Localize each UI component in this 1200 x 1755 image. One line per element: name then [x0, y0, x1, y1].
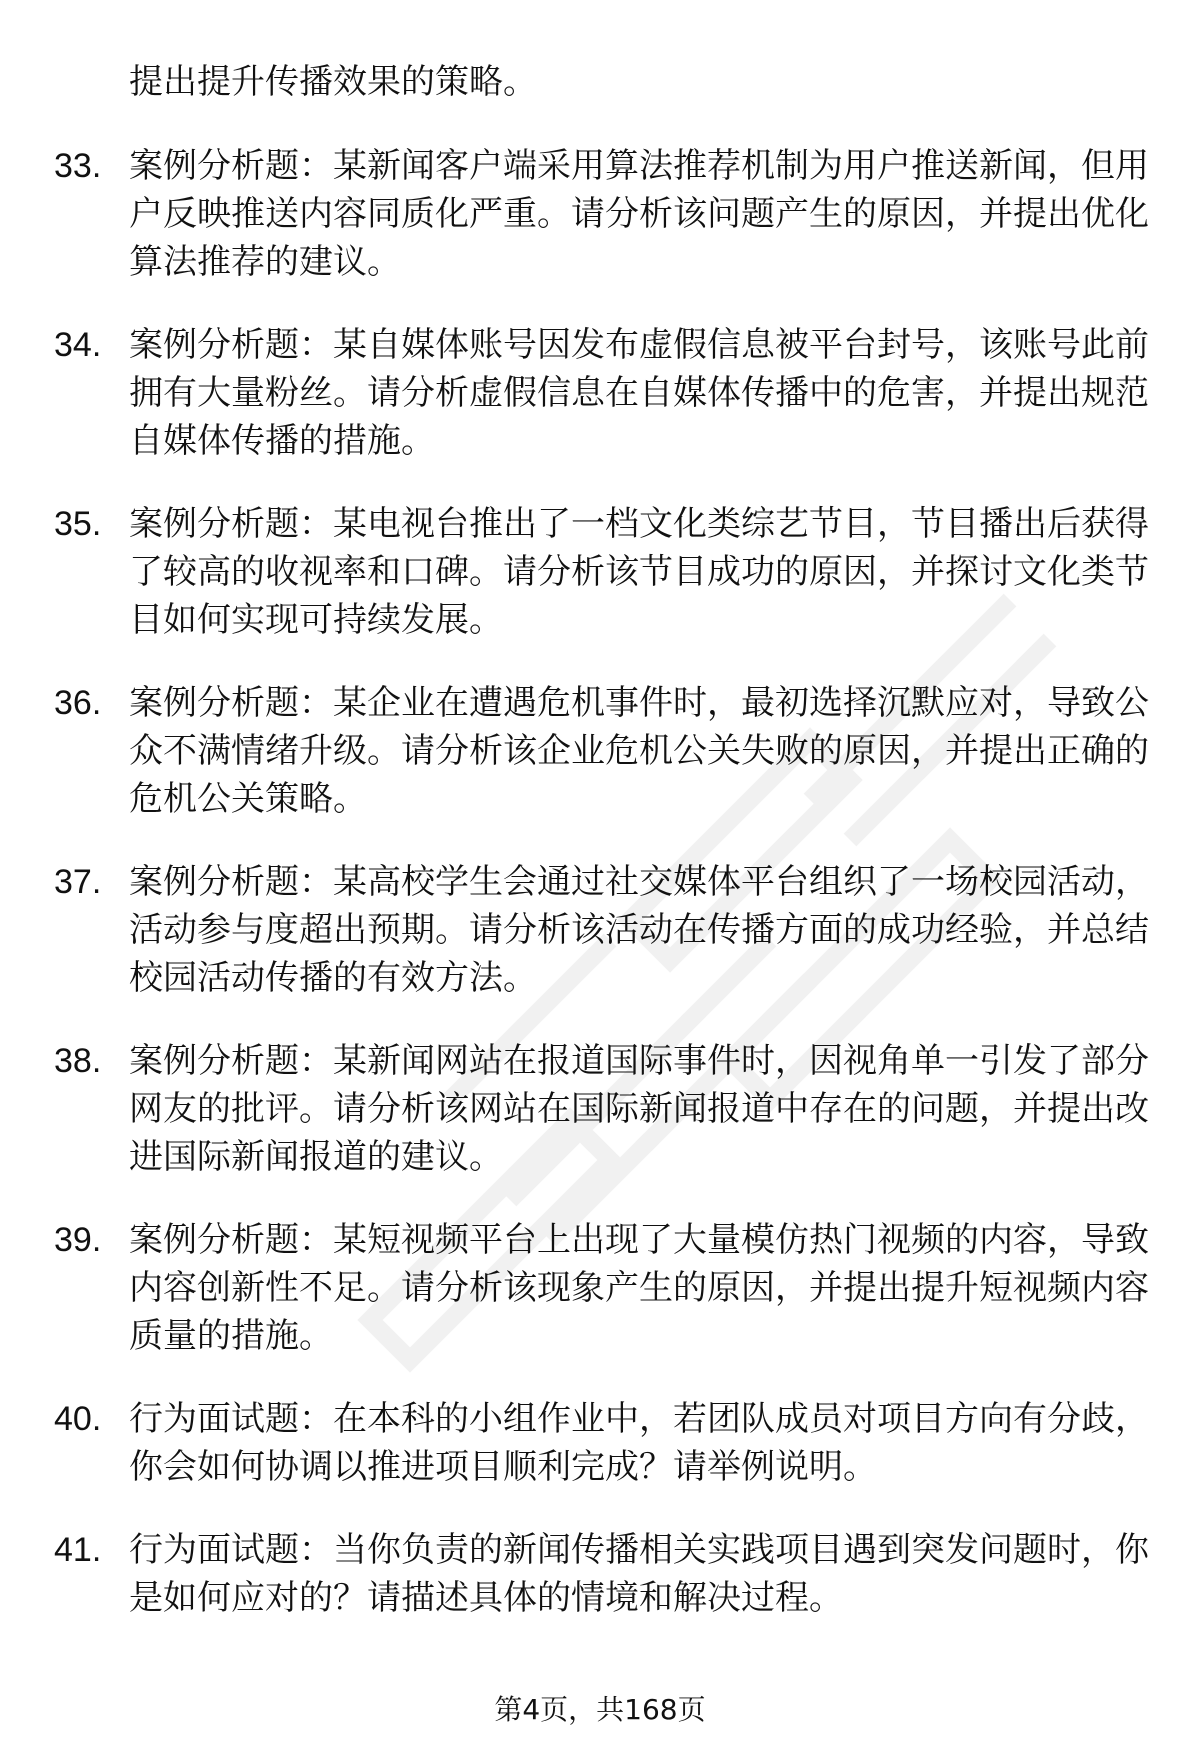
question-text: 行为面试题：当你负责的新闻传播相关实践项目遇到突发问题时，你是如何应对的？请描述具体的情境和解决过程。: [129, 1530, 1149, 1618]
question-text: 案例分析题：某电视台推出了一档文化类综艺节目，节目播出后获得了较高的收视率和口碑。请分析该节目成功的原因，并探讨文化类节目如何实现可持续发展。: [129, 504, 1149, 640]
question-text: 案例分析题：某新闻网站在报道国际事件时，因视角单一引发了部分网友的批评。请分析该网站在国际新闻报道中存在的问题，并提出改进国际新闻报道的建议。: [129, 1041, 1149, 1177]
question-number: 41.: [54, 1531, 102, 1569]
page-content: [54, 58, 1154, 1657]
question-text: 案例分析题：某新闻客户端采用算法推荐机制为用户推送新闻，但用户反映推送内容同质化严重。请分析该问题产生的原因，并提出优化算法推荐的建议。: [129, 146, 1149, 282]
list-item: [54, 858, 1154, 1002]
continuation-text: 提出提升传播效果的策略。: [129, 62, 537, 102]
question-number: 35.: [54, 505, 102, 543]
question-number: 37.: [54, 863, 102, 901]
question-number: 34.: [54, 326, 102, 364]
question-list: [54, 142, 1154, 1622]
question-text: 行为面试题：在本科的小组作业中，若团队成员对项目方向有分歧，你会如何协调以推进项目顺利完成？请举例说明。: [129, 1399, 1149, 1487]
list-item: [54, 1395, 1154, 1491]
question-number: 39.: [54, 1221, 102, 1259]
question-text: 案例分析题：某自媒体账号因发布虚假信息被平台封号，该账号此前拥有大量粉丝。请分析虚假信息在自媒体传播中的危害，并提出规范自媒体传播的措施。: [129, 325, 1149, 461]
question-number: 36.: [54, 684, 102, 722]
list-item: [54, 142, 1154, 286]
question-number: 40.: [54, 1400, 102, 1438]
question-text: 案例分析题：某企业在遭遇危机事件时，最初选择沉默应对，导致公众不满情绪升级。请分析该企业危机公关失败的原因，并提出正确的危机公关策略。: [129, 683, 1149, 819]
question-number: 38.: [54, 1042, 102, 1080]
question-number: 33.: [54, 147, 102, 185]
list-item: [54, 1216, 1154, 1360]
list-item: [54, 321, 1154, 465]
list-item: [54, 1526, 1154, 1622]
list-item: [54, 500, 1154, 644]
page-footer: 第4页，共168页: [494, 1693, 706, 1726]
list-item: [54, 1037, 1154, 1181]
list-item: [54, 679, 1154, 823]
question-text: 案例分析题：某高校学生会通过社交媒体平台组织了一场校园活动，活动参与度超出预期。请分析该活动在传播方面的成功经验，并总结校园活动传播的有效方法。: [129, 862, 1149, 998]
question-text: 案例分析题：某短视频平台上出现了大量模仿热门视频的内容，导致内容创新性不足。请分析该现象产生的原因，并提出提升短视频内容质量的措施。: [129, 1220, 1149, 1356]
